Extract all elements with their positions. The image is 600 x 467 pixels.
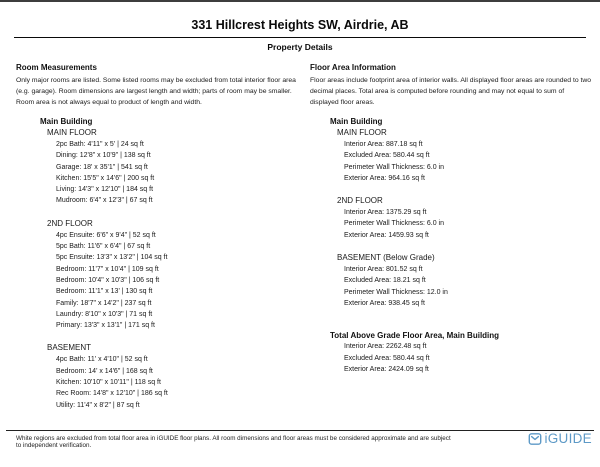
floor-name: BASEMENT (Below Grade) <box>337 253 435 263</box>
area-stat: Perimeter Wall Thickness: 6.0 in <box>344 220 444 228</box>
floor-group-main-floor <box>40 127 300 207</box>
room-measurement: 4pc Bath: 11' x 4'10" | 52 sq ft <box>56 356 148 364</box>
room-measurement: Bedroom: 10'4" x 10'3" | 106 sq ft <box>56 276 160 284</box>
iguide-logo-icon <box>528 432 542 446</box>
room-measurements-section <box>16 63 300 411</box>
room-measurement: 4pc Ensuite: 6'6" x 9'4" | 52 sq ft <box>56 231 156 239</box>
room-measurement: 2pc Bath: 4'11" x 5' | 24 sq ft <box>56 141 144 148</box>
area-stat: Perimeter Wall Thickness: 6.0 in <box>344 163 444 171</box>
total-area-stat: Interior Area: 2262.48 sq ft <box>344 343 427 351</box>
room-measurement: Bedroom: 11'7" x 10'4" | 109 sq ft <box>56 265 159 273</box>
room-measurement: 5pc Ensuite: 13'3" x 13'2" | 104 sq ft <box>56 254 168 262</box>
iguide-logo-text: iGUIDE <box>544 431 592 446</box>
area-group-2nd-floor <box>330 195 590 241</box>
area-stat: Exterior Area: 938.45 sq ft <box>344 299 425 307</box>
room-measurement: Mudroom: 6'4" x 12'3" | 67 sq ft <box>56 197 153 205</box>
area-stat: Perimeter Wall Thickness: 12.0 in <box>344 288 448 296</box>
total-above-grade-heading: Total Above Grade Floor Area, Main Building <box>330 331 500 341</box>
room-measurement: Kitchen: 15'5" x 14'6" | 200 sq ft <box>56 174 155 182</box>
room-measurements-description: Only major rooms are listed. Some listed rooms may be excluded from total interior floor area (e.g. garage). Room dimensions are largest length and width; parts of room may be smaller. Room area is not always equal to product of length and width. <box>16 77 296 106</box>
floor-name: 2ND FLOOR <box>47 218 93 228</box>
room-measurement: Bedroom: 14' x 14'6" | 168 sq ft <box>56 367 153 375</box>
floor-group-2nd-floor <box>40 218 300 332</box>
room-measurement: Family: 18'7" x 14'2" | 237 sq ft <box>56 299 152 307</box>
floor-name: MAIN FLOOR <box>337 128 387 137</box>
footer-divider <box>6 430 594 431</box>
iguide-logo <box>528 432 592 446</box>
room-measurement: Rec Room: 14'8" x 12'10" | 186 sq ft <box>56 390 168 398</box>
room-measurement: Dining: 12'8" x 10'9" | 138 sq ft <box>56 152 151 160</box>
room-measurement: Bedroom: 11'1" x 13' | 130 sq ft <box>56 288 153 296</box>
room-measurement: Utility: 11'4" x 8'2" | 87 sq ft <box>56 401 140 409</box>
room-measurement: Kitchen: 10'10" x 10'11" | 118 sq ft <box>56 379 161 387</box>
floor-name: MAIN FLOOR <box>47 128 97 137</box>
floor-name: 2ND FLOOR <box>337 196 383 206</box>
floor-name: BASEMENT <box>47 343 92 353</box>
room-measurements-building <box>40 117 300 411</box>
area-stat: Interior Area: 801.52 sq ft <box>344 266 423 274</box>
area-stat: Interior Area: 887.18 sq ft <box>344 141 423 148</box>
room-measurement: Primary: 13'3" x 13'1" | 171 sq ft <box>56 322 155 330</box>
floor-group-basement <box>40 342 300 410</box>
room-measurement: Living: 14'3" x 12'10" | 184 sq ft <box>56 186 154 194</box>
area-stat: Exterior Area: 1459.93 sq ft <box>344 231 429 239</box>
floor-area-section <box>310 63 590 411</box>
area-stat: Excluded Area: 18.21 sq ft <box>344 277 426 285</box>
area-stat: Interior Area: 1375.29 sq ft <box>344 209 427 217</box>
room-measurement: 5pc Bath: 11'6" x 6'4" | 67 sq ft <box>56 243 151 251</box>
page-subtitle: Property Details <box>267 42 333 52</box>
total-above-grade-block <box>330 331 590 375</box>
total-area-stat: Exterior Area: 2424.09 sq ft <box>344 365 429 373</box>
building-name: Main Building <box>330 117 383 126</box>
building-name: Main Building <box>40 117 93 126</box>
area-stat: Exterior Area: 964.16 sq ft <box>344 174 425 182</box>
room-measurements-heading: Room Measurements <box>16 63 97 72</box>
room-measurement: Garage: 18' x 35'1" | 541 sq ft <box>56 163 148 171</box>
room-measurement: Laundry: 8'10" x 10'3" | 71 sq ft <box>56 310 153 318</box>
floor-area-description: Floor areas include footprint area of interior walls. All displayed floor areas are rounded to two decimal places. Total area is computed before rounding and may not equal to sum of displayed floor areas. <box>310 77 592 106</box>
footer-disclaimer: White regions are excluded from total floor area in iGUIDE floor plans. All room dimensions and floor areas must be considered approximate and are subject to independent verification. <box>16 435 451 449</box>
area-group-basement <box>330 252 590 309</box>
page-title: 331 Hillcrest Heights SW, Airdrie, AB <box>191 18 409 32</box>
area-group-main-floor <box>330 127 590 184</box>
floor-area-heading: Floor Area Information <box>310 63 396 72</box>
area-stat: Excluded Area: 580.44 sq ft <box>344 152 430 160</box>
total-area-stat: Excluded Area: 580.44 sq ft <box>344 354 430 362</box>
header-divider <box>14 37 586 38</box>
content-columns <box>0 63 600 411</box>
floor-area-building <box>330 117 590 309</box>
